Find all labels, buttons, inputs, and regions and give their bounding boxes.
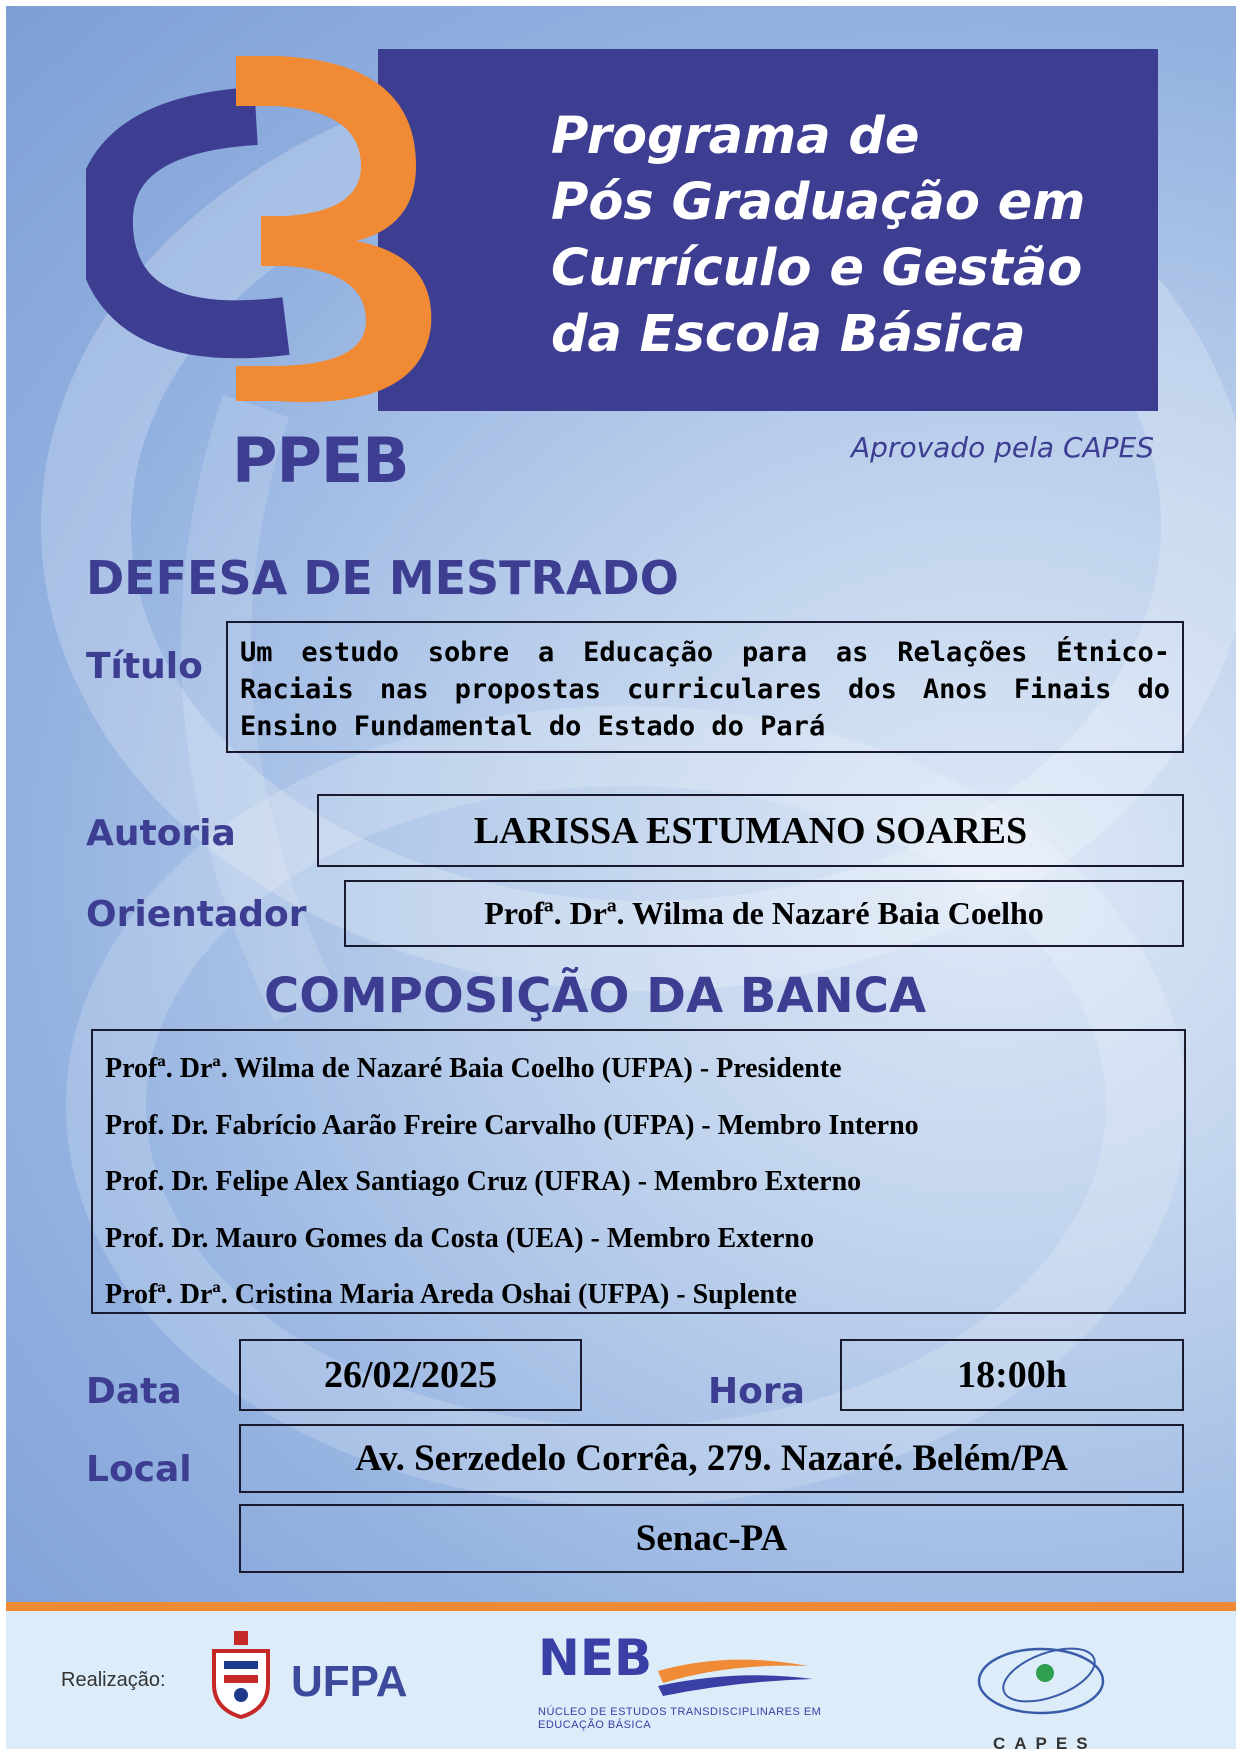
committee-member: Prof. Dr. Felipe Alex Santiago Cruz (UFRA) - Membro Externo — [105, 1166, 862, 1197]
advisor-name: Profª. Drª. Wilma de Nazaré Baia Coelho — [344, 880, 1184, 947]
ppeb-logo-icon — [86, 56, 506, 416]
venue-value: Senac-PA — [239, 1504, 1184, 1573]
neb-wordmark: NEB — [538, 1629, 653, 1687]
author-label: Autoria — [86, 813, 236, 854]
program-title: Programa de Pós Graduação em Currículo e Gestão da Escola Básica — [551, 107, 1086, 364]
thesis-title: Um estudo sobre a Educação para as Relações Étnico-Raciais nas propostas curriculares dos Anos Finais do Ensino Fundamental do Estado do Pará — [226, 621, 1184, 753]
neb-subtitle: NÚCLEO DE ESTUDOS TRANSDISCIPLINARES EM EDUCAÇÃO BÁSICA — [538, 1706, 822, 1731]
defense-heading: DEFESA DE MESTRADO — [86, 551, 679, 605]
ppeb-acronym: PPEB — [232, 424, 409, 497]
place-label: Local — [86, 1449, 192, 1490]
committee-member: Profª. Drª. Wilma de Nazaré Baia Coelho (UFPA) - Presidente — [105, 1053, 842, 1084]
date-label: Data — [86, 1371, 182, 1412]
capes-approval-note: Aprovado pela CAPES — [851, 431, 1154, 464]
ufpa-crest-icon — [206, 1629, 276, 1719]
ufpa-wordmark: UFPA — [291, 1657, 408, 1706]
time-label: Hora — [708, 1371, 805, 1412]
date-value: 26/02/2025 — [239, 1339, 582, 1411]
sponsors-footer — [6, 1602, 1236, 1749]
committee-list — [91, 1029, 1186, 1314]
time-value: 18:00h — [840, 1339, 1184, 1411]
committee-member: Prof. Dr. Fabrício Aarão Freire Carvalho (UFPA) - Membro Interno — [105, 1109, 919, 1141]
sponsor-label: Realização: — [61, 1669, 166, 1691]
author-name: LARISSA ESTUMANO SOARES — [317, 794, 1184, 867]
capes-orbit-icon — [971, 1629, 1111, 1729]
committee-member: Prof. Dr. Mauro Gomes da Costa (UEA) - Membro Externo — [105, 1222, 814, 1254]
committee-member: Profª. Drª. Cristina Maria Areda Oshai (UFPA) - Suplente — [105, 1279, 797, 1310]
committee-heading: COMPOSIÇÃO DA BANCA — [264, 968, 927, 1024]
address-value: Av. Serzedelo Corrêa, 279. Nazaré. Belém/PA — [239, 1424, 1184, 1493]
capes-wordmark: CAPES — [993, 1734, 1097, 1749]
title-label: Título — [86, 646, 203, 687]
poster — [6, 6, 1236, 1749]
advisor-label: Orientador — [86, 894, 307, 935]
